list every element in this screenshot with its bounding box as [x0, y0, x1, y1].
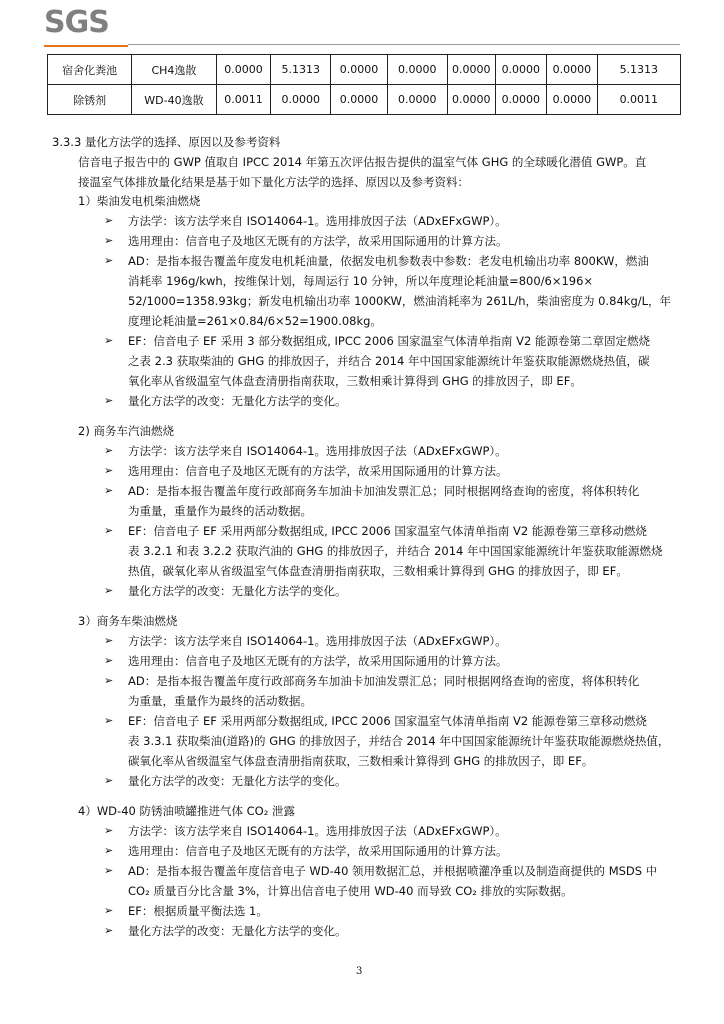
- table-cell: 5.1313: [597, 55, 680, 85]
- bullet-icon: ➢: [104, 774, 114, 787]
- table-cell: 0.0000: [331, 85, 387, 115]
- bullet-text: EF：信音电子 EF 采用 3 部分数据组成, IPCC 2006 国家温室气体清单指南 V2 能源卷第二章固定燃烧: [128, 334, 650, 348]
- bullet-text: 方法学：该方法学来自 ISO14064-1。选用排放因子法（ADxEFxGWP）。: [128, 824, 507, 838]
- bullet-icon: ➢: [104, 864, 114, 877]
- section-title: 3.3.3 量化方法学的选择、原因以及参考资料: [52, 135, 281, 149]
- bullet-icon: ➢: [104, 334, 114, 347]
- logo-underline: [44, 45, 128, 47]
- bullet-text: 消耗率 196g/kwh，按维保计划，每周运行 10 分钟，所以年度理论耗油量=800/6×196×: [128, 274, 594, 288]
- bullet-text: 选用理由：信音电子及地区无既有的方法学，故采用国际通用的计算方法。: [128, 654, 508, 668]
- table-cell: 0.0000: [495, 55, 547, 85]
- bullet-text: 度理论耗油量=261×0.84/6×52=1900.08kg。: [128, 314, 382, 328]
- table-cell: 0.0000: [216, 55, 270, 85]
- table-cell: 0.0011: [597, 85, 680, 115]
- bullet-icon: ➢: [104, 484, 114, 497]
- bullet-text: 选用理由：信音电子及地区无既有的方法学，故采用国际通用的计算方法。: [128, 844, 508, 858]
- bullet-text: AD：是指本报告覆盖年度行政部商务车加油卡加油发票汇总；同时根据网络查询的密度，将体积转化: [128, 674, 640, 688]
- bullet-text: EF：根据质量平衡法选 1。: [128, 904, 268, 918]
- table-row: [48, 55, 681, 85]
- bullet-icon: ➢: [104, 254, 114, 267]
- table-cell: 0.0000: [331, 55, 387, 85]
- table-cell: 0.0000: [447, 55, 495, 85]
- bullet-text: 方法学：该方法学来自 ISO14064-1。选用排放因子法（ADxEFxGWP）。: [128, 214, 507, 228]
- table-cell: 0.0000: [271, 85, 331, 115]
- table-cell: 5.1313: [271, 55, 331, 85]
- bullet-text: 方法学：该方法学来自 ISO14064-1。选用排放因子法（ADxEFxGWP）。: [128, 444, 507, 458]
- bullet-text: 52/1000=1358.93kg；新发电机输出功率 1000KW，燃油消耗率为 261L/h，柴油密度为 0.84kg/L，年: [128, 294, 672, 308]
- bullet-text: AD：是指本报告覆盖年度发电机耗油量，依据发电机参数表中参数：老发电机输出功率 800KW，燃油: [128, 254, 649, 268]
- table-cell: 0.0000: [547, 85, 598, 115]
- bullet-text: AD：是指本报告覆盖年度行政部商务车加油卡加油发票汇总；同时根据网络查询的密度，将体积转化: [128, 484, 640, 498]
- subsection-heading: 1）柴油发电机柴油燃烧: [78, 194, 201, 208]
- table-cell: WD-40逸散: [132, 85, 217, 115]
- bullet-text: 选用理由：信音电子及地区无既有的方法学，故采用国际通用的计算方法。: [128, 234, 508, 248]
- page-number: 3: [356, 966, 363, 977]
- bullet-text: 之表 2.3 获取柴油的 GHG 的排放因子，并结合 2014 年中国国家能源统计年鉴获取能源燃烧热值，碳: [128, 354, 650, 368]
- bullet-text: CO₂ 质量百分比含量 3%，计算出信音电子使用 WD-40 而导致 CO₂ 排放的实际数据。: [128, 884, 573, 898]
- table-row: [48, 85, 681, 115]
- bullet-text: 选用理由：信音电子及地区无既有的方法学，故采用国际通用的计算方法。: [128, 464, 508, 478]
- table-cell: 0.0000: [447, 85, 495, 115]
- table-cell: 0.0000: [495, 85, 547, 115]
- intro-line: 信音电子报告中的 GWP 值取自 IPCC 2014 年第五次评估报告提供的温室气体 GHG 的全球暖化潜值 GWP。直: [78, 155, 647, 169]
- table-cell: CH4逸散: [132, 55, 217, 85]
- bullet-icon: ➢: [104, 904, 114, 917]
- bullet-text: 为重量，重量作为最终的活动数据。: [128, 694, 312, 708]
- bullet-icon: ➢: [104, 654, 114, 667]
- subsection-heading: 2) 商务车汽油燃烧: [78, 424, 174, 438]
- emissions-table: [47, 54, 681, 115]
- bullet-icon: ➢: [104, 824, 114, 837]
- bullet-icon: ➢: [104, 444, 114, 457]
- bullet-icon: ➢: [104, 844, 114, 857]
- bullet-icon: ➢: [104, 674, 114, 687]
- bullet-text: 量化方法学的改变：无量化方法学的变化。: [128, 774, 347, 788]
- bullet-text: 量化方法学的改变：无量化方法学的变化。: [128, 924, 347, 938]
- bullet-text: 量化方法学的改变：无量化方法学的变化。: [128, 394, 347, 408]
- bullet-text: 碳氧化率从省级温室气体盘查清册指南获取，三数相乘计算得到 GHG 的排放因子，即 EF。: [128, 754, 594, 768]
- bullet-icon: ➢: [104, 924, 114, 937]
- bullet-icon: ➢: [104, 394, 114, 407]
- table-cell: 宿舍化粪池: [48, 55, 132, 85]
- sgs-logo: [44, 5, 134, 48]
- table-cell: 除锈剂: [48, 85, 132, 115]
- intro-line: 接温室气体排放量化结果是基于如下量化方法学的选择、原因以及参考资料：: [78, 175, 469, 189]
- bullet-text: 量化方法学的改变：无量化方法学的变化。: [128, 584, 347, 598]
- bullet-text: 表 3.2.1 和表 3.2.2 获取汽油的 GHG 的排放因子，并结合 2014 年中国国家能源统计年鉴获取能源燃烧: [128, 544, 663, 558]
- table-cell: 0.0000: [387, 85, 447, 115]
- table-cell: 0.0011: [216, 85, 270, 115]
- bullet-icon: ➢: [104, 214, 114, 227]
- bullet-icon: ➢: [104, 464, 114, 477]
- bullet-text: EF：信音电子 EF 采用两部分数据组成, IPCC 2006 国家温室气体清单指南 V2 能源卷第三章移动燃烧: [128, 714, 647, 728]
- subsection-heading: 4）WD-40 防锈油喷罐推进气体 CO₂ 泄露: [78, 804, 295, 818]
- table-cell: 0.0000: [547, 55, 598, 85]
- bullet-text: 方法学：该方法学来自 ISO14064-1。选用排放因子法（ADxEFxGWP）。: [128, 634, 507, 648]
- bullet-text: AD：是指本报告覆盖年度信音电子 WD-40 领用数据汇总，并根据喷灌净重以及制造商提供的 MSDS 中: [128, 864, 658, 878]
- bullet-icon: ➢: [104, 584, 114, 597]
- subsection-heading: 3）商务车柴油燃烧: [78, 614, 178, 628]
- bullet-text: 热值，碳氧化率从省级温室气体盘查清册指南获取，三数相乘计算得到 GHG 的排放因子，即 EF。: [128, 564, 628, 578]
- bullet-icon: ➢: [104, 634, 114, 647]
- logo-text: SGS: [44, 5, 109, 40]
- bullet-text: 表 3.3.1 获取柴油(道路)的 GHG 的排放因子，并结合 2014 年中国国家能源统计年鉴获取能源燃烧热值，: [128, 734, 670, 748]
- bullet-icon: ➢: [104, 234, 114, 247]
- header-rule: [128, 44, 680, 45]
- table-cell: 0.0000: [387, 55, 447, 85]
- bullet-icon: ➢: [104, 524, 114, 537]
- bullet-text: 氧化率从省级温室气体盘查清册指南获取，三数相乘计算得到 GHG 的排放因子，即 EF。: [128, 374, 582, 388]
- bullet-text: EF：信音电子 EF 采用两部分数据组成, IPCC 2006 国家温室气体清单指南 V2 能源卷第三章移动燃烧: [128, 524, 647, 538]
- bullet-text: 为重量，重量作为最终的活动数据。: [128, 504, 312, 518]
- bullet-icon: ➢: [104, 714, 114, 727]
